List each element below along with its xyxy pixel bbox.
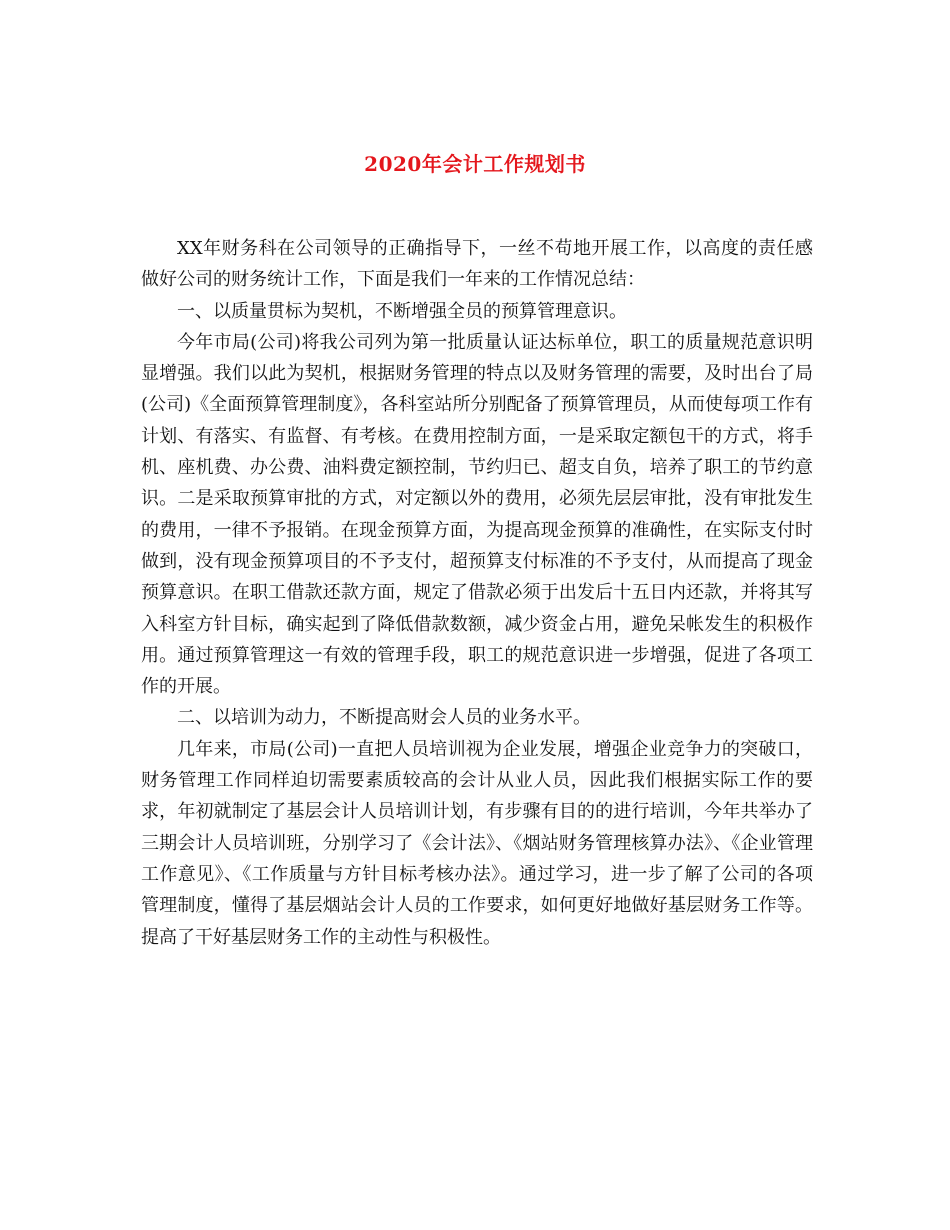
document-title: 2020年会计工作规划书 — [364, 152, 586, 176]
section-heading-2: 二、以培训为动力，不断提高财会人员的业务水平。 — [177, 707, 591, 729]
document-body — [141, 233, 813, 953]
section-heading-1: 一、以质量贯标为契机，不断增强全员的预算管理意识。 — [177, 300, 627, 322]
section-2-paragraph: 几年来，市局(公司)一直把人员培训视为企业发展，增强企业竞争力的突破口，财务管理工作同样迫切需要素质较高的会计从业人员，因此我们根据实际工作的要求，年初就制定了基层会计人员培训计划，有步骤有目的的进行培训，今年共举办了三期会计人员培训班，分别学习了《会计法》、《烟站财务管理核算办法》、《企业管理工作意见》、《工作质量与方针目标考核办法》。通过学习，进一步了解了公司的各项管理制度，懂得了基层烟站会计人员的工作要求，如何更好地做好基层财务工作等。提高了干好基层财务工作的主动性与积极性。 — [141, 738, 813, 948]
intro-paragraph: XX年财务科在公司领导的正确指导下，一丝不苟地开展工作，以高度的责任感做好公司的财务统计工作，下面是我们一年来的工作情况总结： — [141, 238, 813, 291]
section-1-paragraph: 今年市局(公司)将我公司列为第一批质量认证达标单位，职工的质量规范意识明显增强。我们以此为契机，根据财务管理的特点以及财务管理的需要，及时出台了局(公司)《全面预算管理制度》，各科室站所分别配备了预算管理员，从而使每项工作有计划、有落实、有监督、有考核。在费用控制方面，一是采取定额包干的方式，将手机、座机费、办公费、油料费定额控制，节约归已、超支自负，培养了职工的节约意识。二是采取预算审批的方式，对定额以外的费用，必须先层层审批，没有审批发生的费用，一律不予报销。在现金预算方面，为提高现金预算的准确性，在实际支付时做到，没有现金预算项目的不予支付，超预算支付标准的不予支付，从而提高了现金预算意识。在职工借款还款方面，规定了借款必须于出发后十五日内还款，并将其写入科室方针目标，确实起到了降低借款数额，减少资金占用，避免呆帐发生的积极作用。通过预算管理这一有效的管理手段，职工的规范意识进一步增强，促进了各项工作的开展。 — [141, 331, 813, 698]
